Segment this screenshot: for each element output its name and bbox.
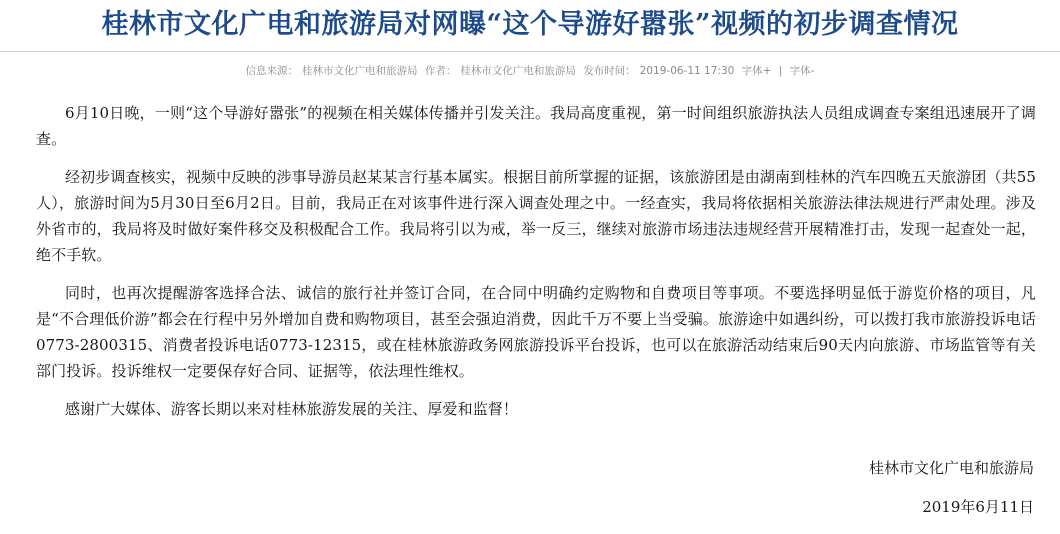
article-body: [36, 100, 1036, 434]
font-decrease-button[interactable]: 字体-: [789, 65, 815, 77]
paragraph: 经初步调查核实，视频中反映的涉事导游员赵某某言行基本属实。根据目前所掌握的证据，该旅游团是由湖南到桂林的汽车四晚五天旅游团（共55人），旅游时间为5月30日至6月2日。目前，我局正在对该事件进行深入调查处理之中。一经查实，我局将依据相关旅游法律法规进行严肃处理。涉及外省市的，我局将及时做好案件移交及积极配合工作。我局将引以为戒，举一反三，继续对旅游市场违法违规经营开展精准打击，发现一起查处一起，绝不手软。: [36, 168, 1036, 264]
article-meta: [0, 63, 1060, 78]
signature-organization: 桂林市文化广电和旅游局: [868, 459, 1034, 477]
source-value: 桂林市文化广电和旅游局: [302, 65, 418, 77]
time-value: 2019-06-11 17:30: [639, 65, 735, 77]
time-label: 发布时间：: [583, 65, 636, 77]
font-increase-button[interactable]: 字体+: [741, 65, 772, 77]
paragraph: 6月10日晚，一则“这个导游好嚣张”的视频在相关媒体传播并引发关注。我局高度重视，第一时间组织旅游执法人员组成调查专案组迅速展开了调查。: [36, 104, 1036, 148]
article-title: 桂林市文化广电和旅游局对网曝“这个导游好嚣张”视频的初步调查情况: [101, 9, 959, 40]
meta-separator: |: [778, 65, 783, 77]
author-label: 作者：: [424, 65, 457, 77]
paragraph: 同时，也再次提醒游客选择合法、诚信的旅行社并签订合同，在合同中明确约定购物和自费项目等事项。不要选择明显低于游览价格的项目，凡是“不合理低价游”都会在行程中另外增加自费和购物项目，甚至会强迫消费，因此千万不要上当受骗。旅游途中如遇纠纷，可以拨打我市旅游投诉电话0773-2800315、消费者投诉电话0773-12315，或在桂林旅游政务网旅游投诉平台投诉，也可以在旅游活动结束后90天内向旅游、市场监管等有关部门投诉。投诉维权一定要保存好合同、证据等，依法理性维权。: [36, 284, 1036, 380]
source-label: 信息来源：: [245, 65, 298, 77]
paragraph: 感谢广大媒体、游客长期以来对桂林旅游发展的关注、厚爱和监督！: [65, 400, 519, 418]
title-divider: [0, 51, 1060, 52]
author-value: 桂林市文化广电和旅游局: [460, 65, 576, 77]
signature-date: 2019年6月11日: [922, 498, 1034, 516]
